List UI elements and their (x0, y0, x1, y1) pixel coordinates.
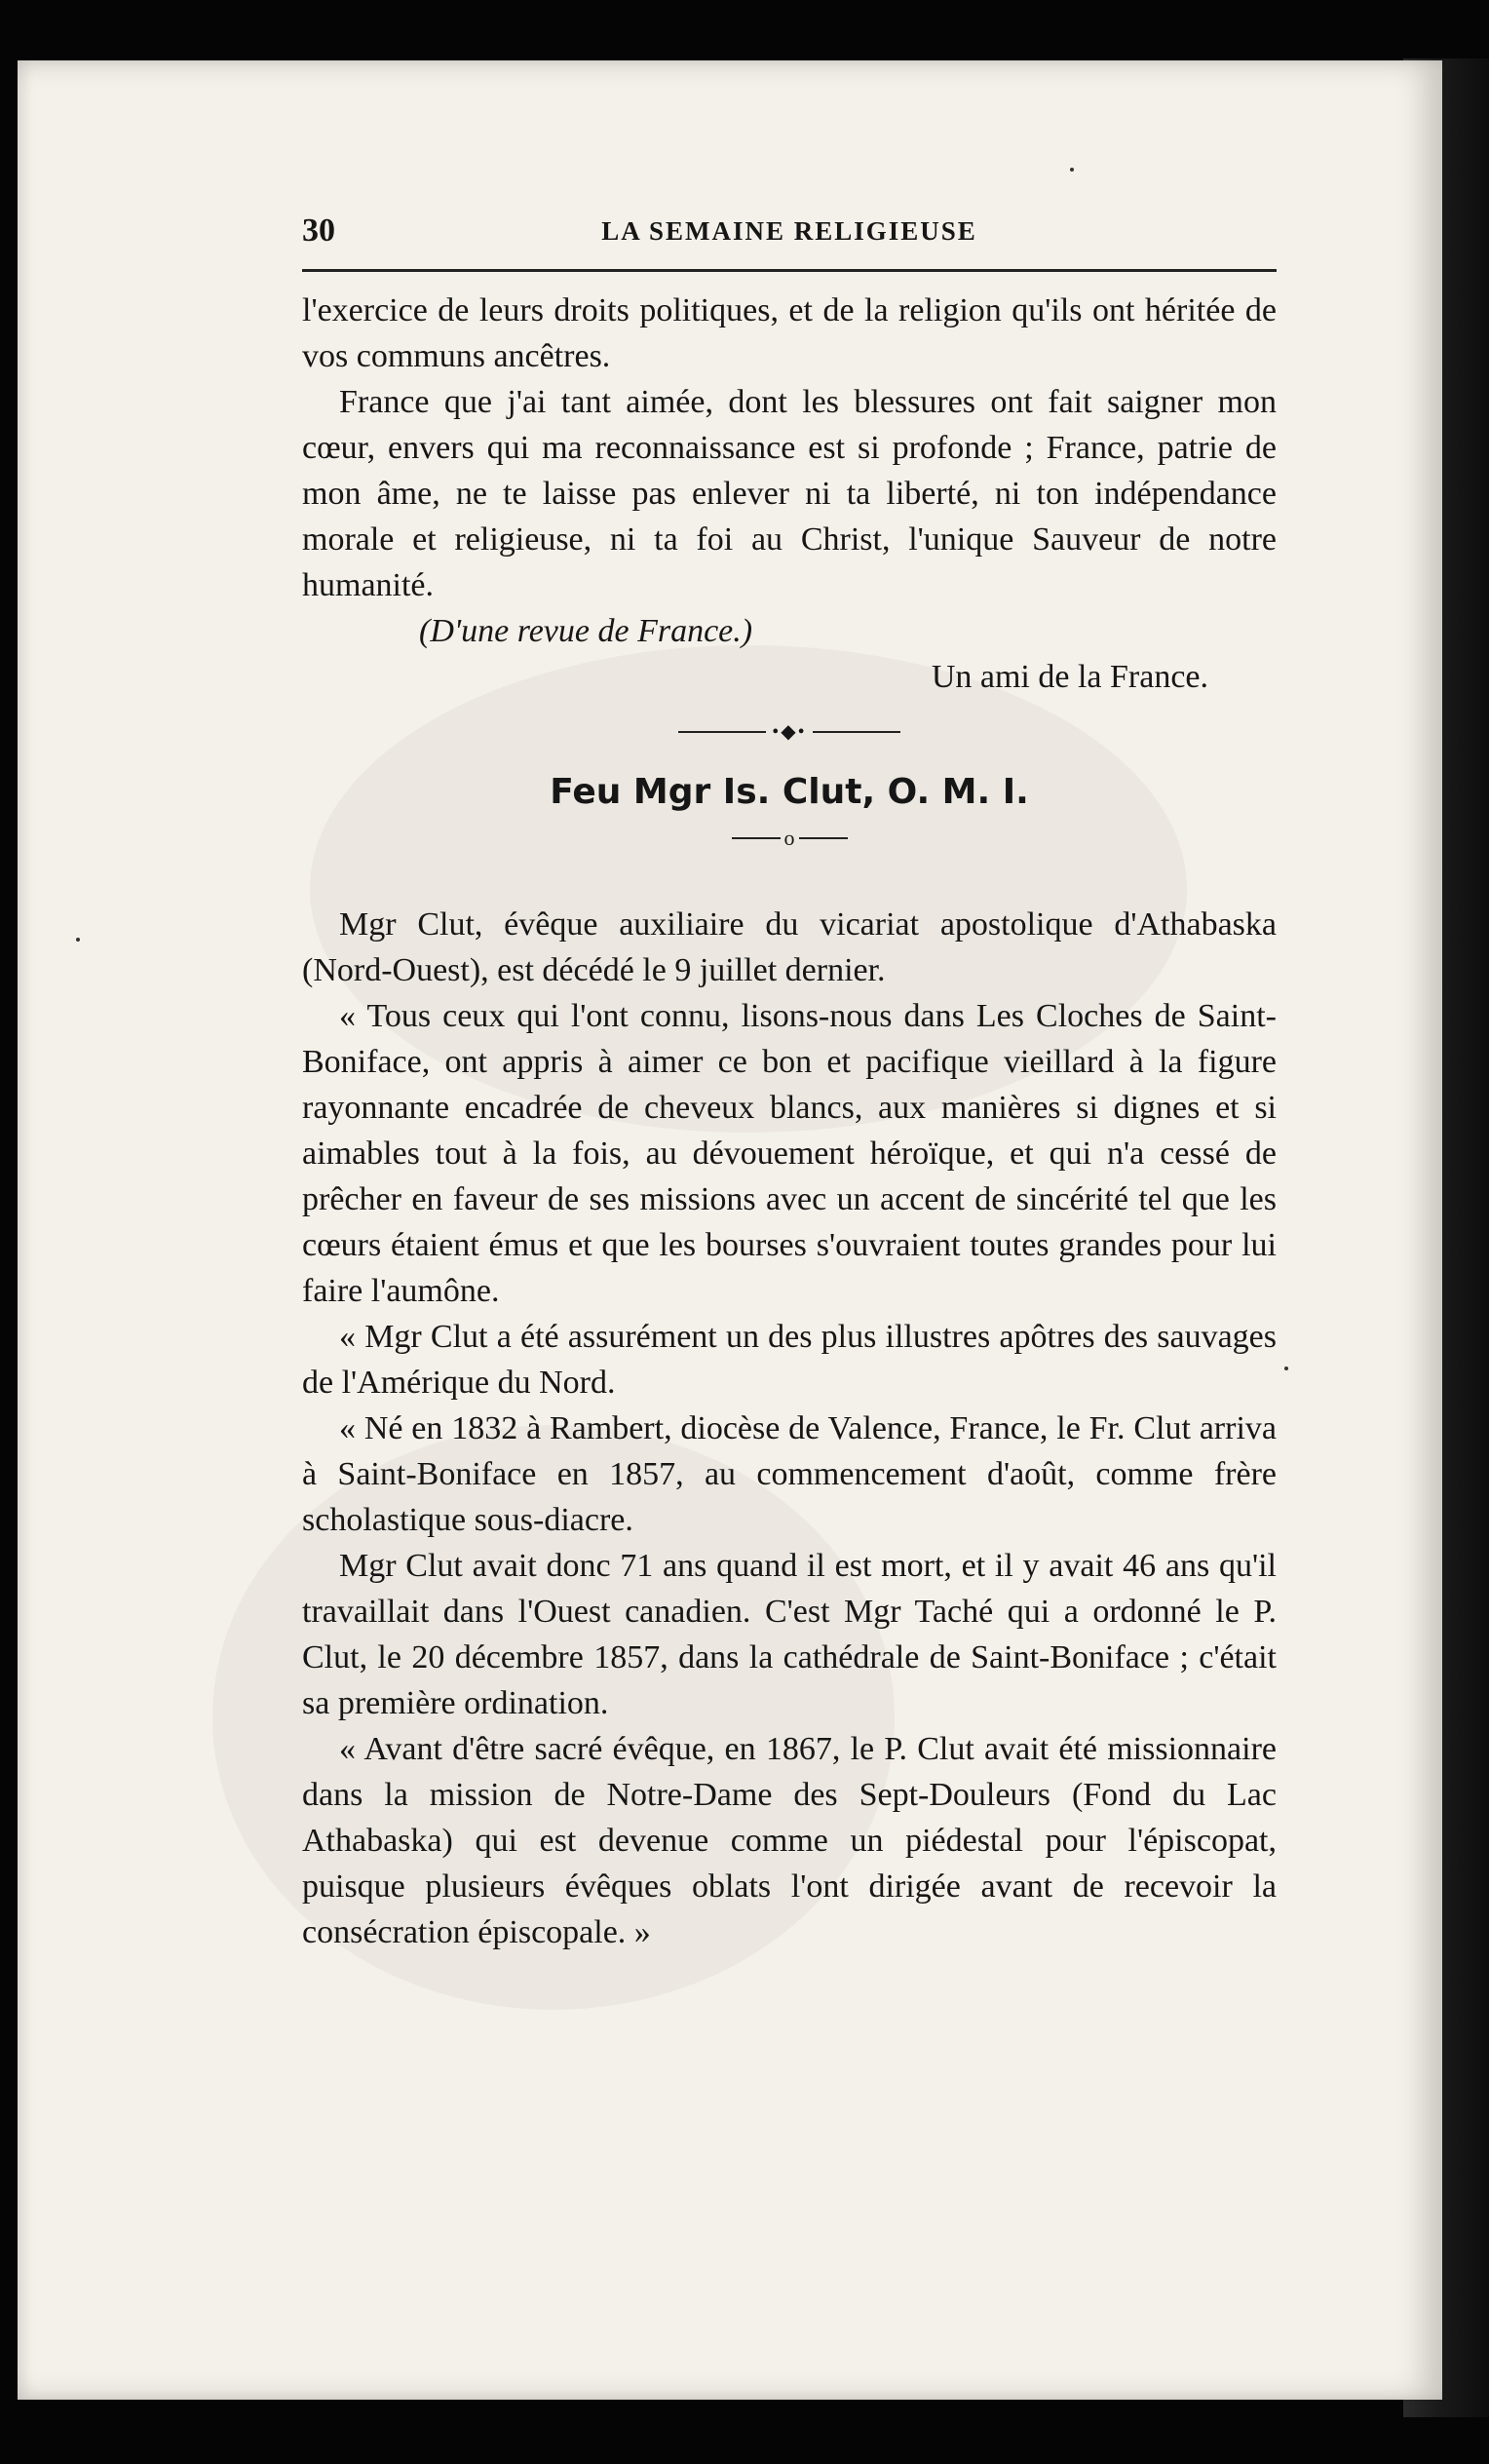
paragraph: « Tous ceux qui l'ont connu, lisons-nous dans Les Cloches de Saint-Boniface, ont appris à aimer ce bon et pacifique vieillard à la figure rayonnante encadrée de cheveux blancs, aux manières si dignes et si aimables tout à la fois, au dévouement héroïque, et qui n'a cessé de prêcher en faveur de ses missions avec un accent de sincérité tel que les cœurs étaient émus et que les bourses s'ouvraient toutes grandes pour lui faire l'aumône. (302, 998, 1277, 1309)
second-article (302, 902, 1277, 1955)
paragraph: « Avant d'être sacré évêque, en 1867, le P. Clut avait été missionnaire dans la mission de Notre-Dame des Sept-Douleurs (Fond du Lac Athabaska) qui est devenue comme un piédestal pour l'épiscopat, puisque plusieurs évêques oblats l'ont dirigée avant de recevoir la consécration épiscopale. » (302, 1731, 1277, 1950)
paragraph: l'exercice de leurs droits politiques, et de la religion qu'ils ont héritée de vos communs ancêtres. (302, 292, 1277, 374)
article-title: Feu Mgr Is. Clut, O. M. I. (550, 772, 1029, 812)
paper-speck (1284, 1367, 1288, 1370)
paragraph: Mgr Clut, évêque auxiliaire du vicariat apostolique d'Athabaska (Nord-Ouest), est décédé le 9 juillet dernier. (302, 906, 1277, 988)
divider-line (813, 731, 900, 733)
paragraph: France que j'ai tant aimée, dont les blessures ont fait saigner mon cœur, envers qui ma reconnaissance est si profonde ; France, patrie de mon âme, ne te laisse pas enlever ni ta liberté, ni ton indépendance morale et religieuse, ni ta foi au Christ, l'unique Sauveur de notre humanité. (302, 384, 1277, 603)
running-head (302, 212, 1277, 251)
first-article (302, 288, 1277, 700)
running-title: LA SEMAINE RELIGIEUSE (601, 216, 977, 246)
source-text: (D'une revue de France.) (419, 613, 753, 649)
title-divider (302, 826, 1277, 850)
paragraph: « Né en 1832 à Rambert, diocèse de Valence, France, le Fr. Clut arriva à Saint-Boniface en 1857, au commencement d'août, comme frère scholastique sous-diacre. (302, 1410, 1277, 1538)
divider-line (799, 837, 848, 839)
divider-ornament: •◆• (772, 721, 807, 743)
page-number: 30 (302, 212, 335, 249)
divider-line (678, 731, 766, 733)
section-divider (302, 721, 1277, 743)
divider-ornament: o (783, 826, 795, 850)
paragraph: « Mgr Clut a été assurément un des plus illustres apôtres des sauvages de l'Amérique du Nord. (302, 1319, 1277, 1401)
paper-speck (1070, 168, 1074, 172)
paragraph: Mgr Clut avait donc 71 ans quand il est mort, et il y avait 46 ans qu'il travaillait dans l'Ouest canadien. C'est Mgr Taché qui a ordonné le P. Clut, le 20 décembre 1857, dans la cathédrale de Saint-Boniface ; c'était sa première ordination. (302, 1548, 1277, 1721)
divider-line (732, 837, 781, 839)
source-citation (302, 608, 1277, 654)
page-content (302, 212, 1277, 1955)
header-rule (302, 269, 1277, 272)
signature: Un ami de la France. (931, 659, 1208, 695)
paper-speck (76, 938, 80, 942)
